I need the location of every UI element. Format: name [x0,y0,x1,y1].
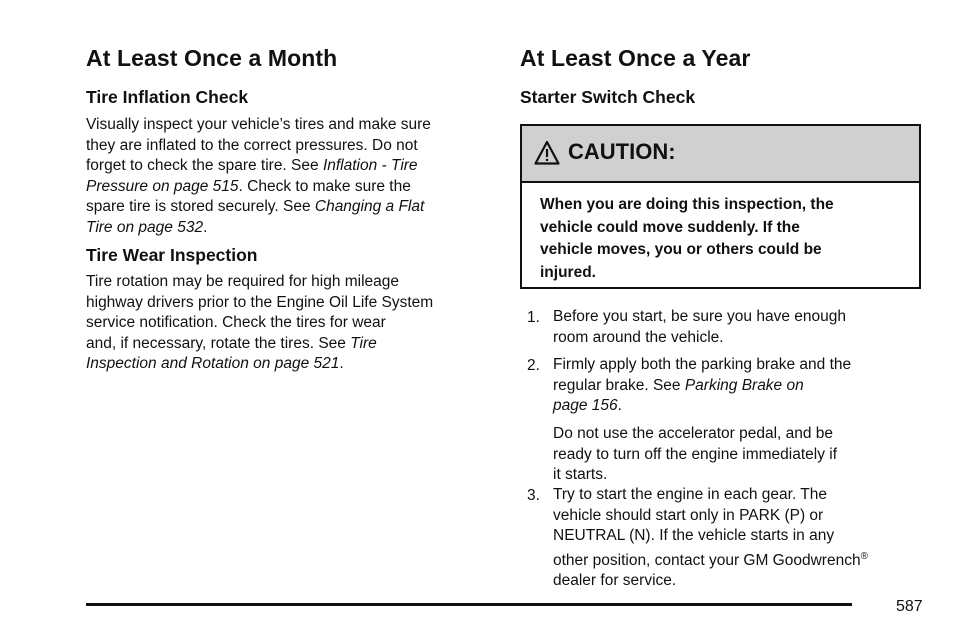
step-text [553,485,868,592]
text-line: service notification. Check the tires for wear [86,314,386,331]
caution-line: injured. [540,263,596,281]
paragraph-tire-inflation [86,115,431,238]
text-line: and, if necessary, rotate the tires. See Tire [86,334,377,352]
text-line: Inspection and Rotation on page 521. [86,355,344,372]
caution-box [520,124,921,289]
text-line: page 156. [553,397,622,414]
caution-line: vehicle could move suddenly. If the [540,218,800,236]
text-line: forget to check the spare tire. See Inflation - Tire [86,157,418,174]
text-line: Before you start, be sure you have enough [553,308,846,325]
reference-link: Tire on page 532 [86,218,204,236]
caution-line: When you are doing this inspection, the [540,196,834,213]
step-number: 3. [527,487,540,504]
reference-link: page 156 [553,397,618,414]
text-line: dealer for service. [553,572,677,590]
text-line: room around the vehicle. [553,328,724,346]
subheading-tire-inflation: Tire Inflation Check [86,87,249,107]
text-line: Do not use the accelerator pedal, and be [553,425,834,442]
paragraph-tire-wear [86,272,433,375]
text-line: regular brake. See Parking Brake on [553,376,804,394]
text-line: NEUTRAL (N). If the vehicle starts in any [553,527,835,544]
step-number: 1. [527,309,540,326]
text-line: ready to turn off the engine immediately if [553,445,838,463]
step-number: 2. [527,357,540,374]
reference-link: Tire [350,334,377,352]
text-line: vehicle should start only in PARK (P) or [553,506,824,524]
text-line: Visually inspect your vehicle’s tires and make sure [86,116,431,133]
text-line: other position, contact your GM Goodwrench® [553,550,868,569]
text-line: Tire rotation may be required for high mileage [86,273,400,290]
reference-link: Inspection and Rotation on page 521 [86,355,340,372]
text-line: Firmly apply both the parking brake and the [553,356,852,373]
text-line: it starts. [553,466,608,483]
heading-monthly: At Least Once a Month [86,45,338,71]
step-text [553,307,846,348]
text-line: spare tire is stored securely. See Changing a Flat [86,198,425,215]
caution-header [522,126,919,183]
reference-link: Pressure on page 515 [86,177,239,195]
caution-message [540,194,834,284]
caution-line: vehicle moves, you or others could be [540,241,822,258]
heading-yearly: At Least Once a Year [520,45,751,71]
subheading-starter-switch: Starter Switch Check [520,87,696,107]
text-line: Tire on page 532. [86,218,208,236]
step-note [553,424,837,486]
reference-link: Inflation - Tire [322,157,418,174]
reference-link: Changing a Flat [314,198,425,215]
footer-rule [86,603,852,606]
reference-link: Parking Brake on [684,376,804,394]
subheading-tire-wear: Tire Wear Inspection [86,245,258,265]
caution-warning-icon [534,140,560,166]
step-text [553,355,851,417]
text-line: Try to start the engine in each gear. The [553,486,827,503]
text-line: highway drivers prior to the Engine Oil Life System [86,293,434,311]
text-line: they are inflated to the correct pressures. Do not [86,136,418,154]
caution-title: CAUTION: [568,139,676,164]
text-line: Pressure on page 515. Check to make sure the [86,177,411,195]
registered-mark: ® [860,550,868,562]
page-number: 587 [896,598,923,615]
